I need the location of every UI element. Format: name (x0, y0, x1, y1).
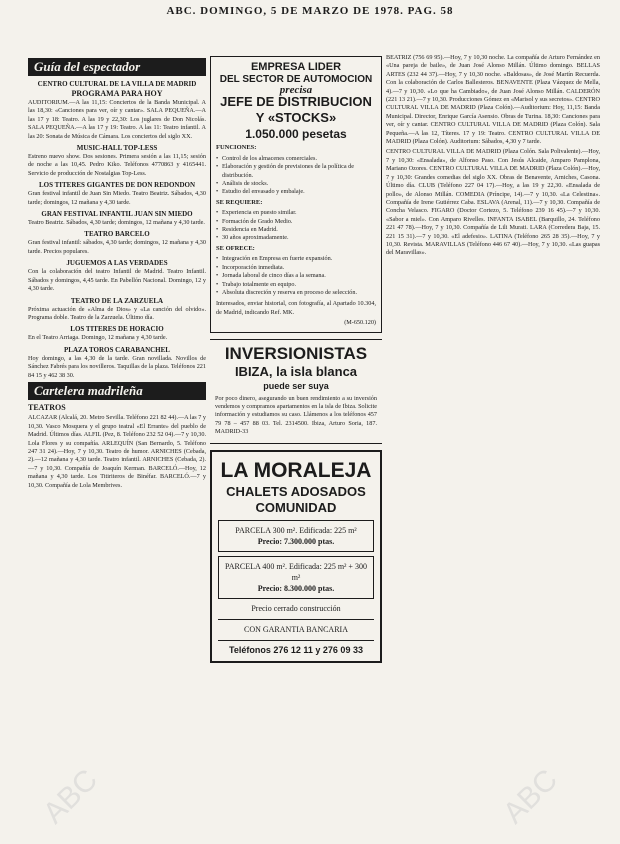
guide-item-title: LOS TITERES DE HORACIO (70, 325, 164, 334)
guide-title: Guía del espectador (28, 58, 206, 76)
job-ad-headline-1: EMPRESA LIDER (250, 61, 342, 73)
job-ad-headline-2: DEL SECTOR DE AUTOMOCION (219, 74, 373, 85)
watermark-right: ABC (497, 763, 564, 831)
ibiza-ad-line-3: puede ser suya (263, 380, 329, 391)
guide-item-body: Gran festival infantil: sábados, 4,30 tarde; domingos, 12 mañana y 4,30 tarde. Precios populares. (28, 239, 206, 255)
job-ad-offers (216, 255, 376, 297)
guide-item-title: PLAZA TOROS CARABANCHEL (64, 345, 170, 354)
guide-item-body: Estreno nuevo show. Dos sesiones. Primera sesión a las 11,15; sesión de noche a las 10,45. Pedro Kiko. Teléfonos 4770863 y 4165441. Servicio de producción de Nostalgias Top-Less. (28, 153, 206, 177)
right-listing-2: CENTRO CULTURAL VILLA DE MADRID (Plaza Colón. Sala Polivalente).—Hoy, 7 y 10,30: «Ensalada», de Alfonso Paso. Con Jesús Alcaide, Amparo Pamplona, Mariano Ozores. CENTRO CULTURAL VILLA DE MADRID (Plaza Colón).—Hoy, 7 y 10,30: Grandes comedias del siglo XX. Obras de Benavente, Arniches, Casona. Último día. CLUB (Teléfono 227 04 17).—Hoy, a las 19 y 22,30. «Ensalada de pollo», de Alonso Millán. COMEDIA (Príncipe, 14).—7 y 10,30. «La Celestina». Compañía de Irene Gutiérrez Caba. ESLAVA (Arenal, 11).—7 y 10,30. Compañía de Concha Velasco. FIGARO (Doctor Cortezo, 5. Teléfono 239 16 45).—7 y 10,30. «Sabor a miel». Con Amparo Rivelles. INFANTA ISABEL (Barquillo, 24. Teléfono 221 47 78).—Hoy, 7 y 10,30. Compañía de Lili Murati. LARA (Corredera Baja, 15. 221 15 31).—7 y 10,30. «El adefesio». LATINA (Teléfono 265 28 35).—Hoy, 7 y 10,30. Revista. MARAVILLAS (Teléfono 446 67 40).—Hoy, 7 y 10,30. «Las guapas del Maravillas». (386, 148, 600, 257)
guide-item-body: En el Teatro Arriaga. Domingo, 12 mañana y 4,30 tarde. (28, 334, 168, 342)
parcel-1-box (218, 520, 374, 552)
guide-item-body: Gran festival infantil de Juan Sin Miedo. Teatro Beatriz. Sábados, 4,30 tarde; domingos, 12 mañana y 4,30 tarde. (28, 190, 206, 206)
moraleja-divider-2 (218, 640, 374, 641)
job-ad-function-item: • Análisis de stocks. (216, 180, 376, 188)
guide-item-body: AUDITORIUM.—A las 11,15: Conciertos de la Banda Municipal. A las 18,30: «Canciones para ver, oír y cantar». SALA PEQUEÑA.—A las 17 y 18: Teatro. A las 19 y 22,30: Los juglares de Don Nicolás. SALA PEQUEÑA.—A las 17 y 19: Teatro. A las 11: Teatro infantil. A las 20: Sonata de Música de Cámara. Los conciertos del siglo XX. (28, 99, 206, 140)
moraleja-ad (210, 450, 382, 663)
guide-item-title: MUSIC-HALL TOP-LESS (76, 144, 158, 153)
job-ad-offer-item: • Incorporación inmediata. (216, 264, 376, 272)
moraleja-headline-1: LA MORALEJA (220, 458, 372, 482)
job-ad-salary: 1.050.000 pesetas (245, 127, 347, 142)
job-ad-offer-item: • Integración en Empresa en fuerte expansión. (216, 255, 376, 263)
guide-item-title: JUGUEMOS A LAS VERDADES (66, 259, 168, 268)
guide-item-body: Próxima actuación de «Alma de Dios» y «La canción del olvido». Programa doble. Teatro de la Zarzuela. Último día. (28, 305, 206, 321)
right-listing-1: BEATRIZ (756 69 95).—Hoy, 7 y 10,30 noche. La compañía de Arturo Fernández en «Una pareja de baile», de Juan José Alonso Millán. Último domingo. BELLAS ARTES (232 44 37).—Hoy, 7 y 10,30 noche. «Baldosas», de José Martín Recuerda. Con la colaboración de Carlos Ballesteros. BENAVENTE (Plaza Vázquez de Mella, 4).—7 y 10,30. «Lo que ha Cambiado», de Juan José Alonso Millán. CALDERÓN (221 13 21).—7 y 10,30. Producciones Gómez en «Marisol y sus secretos». CENTRO CULTURAL VILLA DE MADRID (Plaza Colón).—Auditorium: Hoy, 11,15: Banda Municipal. Director, Enrique García Asensio. Obras de Turina. 18,30: Canciones para ver, oír y cantar. CENTRO CULTURAL VILLA DE MADRID (Plaza Colón). Sala Pequeña.—A las 12, Títeres. 17 y 19: Teatro. CENTRO CULTURAL VILLA DE MADRID (Plaza Colón). Auditorium: Sábados, 4,30 y 7 tarde. (386, 54, 600, 146)
job-ad-requirement-item: • 30 años aproximadamente. (216, 234, 376, 242)
job-ad-requirements-label: SE REQUIERE: (216, 198, 263, 206)
ibiza-ad-line-2: IBIZA, la isla blanca (234, 363, 358, 379)
job-ad-requirement-item: • Experiencia en puesto similar. (216, 209, 376, 217)
teatros-listing: ALCAZAR (Alcalá, 20. Metro Sevilla. Teléfono 221 82 44).—A las 7 y 10,30. Vasco Mosquera y el grupo teatral «El Errante» del pueblo de Madrid. Últimos días. ALFIL (Pez, 8. Teléfono 232 52 04).—7 y 10,30. Lola Flores y su compañía. ARLEQUÍN (San Bernardo, 5. Teléfono 247 31 24).—Hoy, 7 y 10,30. Teatro de humor. ARNICHES (Cebada, 2).—12 mañana y 4,30 tarde. Teatro infantil. ARNICHES (Cebada, 2).—7 y 10,30. Compañía de Joaquín Kerman. BARCELÓ.—Hoy, 12 mañana y 4,30 tarde. Los Titiriteros de Binéfar. BARCELÓ.—7 y 10,30. Compañía de Lola Membrives. (28, 414, 206, 489)
job-ad-position-1: JEFE DE DISTRIBUCION (220, 94, 372, 110)
middle-column (210, 56, 382, 844)
guide-items (28, 80, 206, 380)
guide-item-title: TEATRO DE LA ZARZUELA (70, 296, 164, 305)
left-column (28, 56, 206, 844)
job-ad-function-item: • Control de los almacenes comerciales. (216, 155, 376, 163)
right-column (386, 54, 600, 844)
job-ad-requirement-item: • Residencia en Madrid. (216, 226, 376, 234)
parcel-1-label: PARCELA 300 m². Edificada: 225 m² (235, 525, 357, 535)
parcel-2-price: Precio: 8.300.000 ptas. (257, 583, 335, 593)
job-ad-function-item: • Estudio del envasado y embalaje. (216, 188, 376, 196)
ibiza-ad-headline: INVERSIONISTAS (224, 343, 368, 363)
watermark-left: ABC (37, 763, 104, 831)
job-ad-offer-item: • Absoluta discreción y reserva en proceso de selección. (216, 289, 376, 297)
job-ad-position-2: Y «STOCKS» (255, 110, 337, 126)
ibiza-ad (210, 339, 382, 444)
guide-item-body: Hoy domingo, a las 4,30 de la tarde. Gran novillada. Novillos de Sánchez Fabrés para los novilleros. Taquillas de la plaza. Teléfonos 221 84 15 y 462 38 30. (28, 354, 206, 379)
parcel-2-box (218, 556, 374, 599)
job-ad-functions-label: FUNCIONES: (216, 144, 257, 152)
teatros-label: TEATROS (28, 402, 66, 412)
guide-item-body: Con la colaboración del teatro Infantil de Madrid. Teatro Infantil. Sábados y domingos, 4,45 tarde. En Pabellón Nacional. Domingo, 12 y 4,30 tarde. (28, 268, 206, 293)
moraleja-phones: Teléfonos 276 12 11 y 276 09 33 (229, 645, 363, 656)
moraleja-headline-2: CHALETS ADOSADOS (226, 483, 366, 499)
moraleja-note: Precio cerrado construcción (251, 603, 341, 613)
guide-item-title: GRAN FESTIVAL INFANTIL JUAN SIN MIEDO (41, 210, 193, 219)
job-ad-requirements (216, 209, 376, 243)
guide-item-title: CENTRO CULTURAL DE LA VILLA DE MADRID (37, 80, 197, 88)
job-ad-requirement-item: • Formación de Grado Medio. (216, 218, 376, 226)
job-ad-functions (216, 155, 376, 197)
guide-item-title: LOS TITERES GIGANTES DE DON REDONDON (38, 181, 196, 190)
job-ad-precisa: precisa (279, 84, 313, 96)
parcel-2-label: PARCELA 400 m². Edificada: 225 m² + 300 m² (225, 561, 367, 582)
ibiza-ad-body: Por poco dinero, asegurando un buen rendimiento a su inversión vendemos y compramos apartamentos en la isla de Ibiza. Solicite información y estudiamos su caso. Llámenos a los teléfonos 457 79 78 – 457 88 03. Tel. 2314500. Ibiza, Arturo Soria, 187. MADRID-33 (215, 394, 377, 436)
moraleja-divider (218, 619, 374, 620)
page-header: ABC. DOMINGO, 5 DE MARZO DE 1978. PAG. 58 (166, 5, 454, 17)
parcel-1-price: Precio: 7.300.000 ptas. (257, 536, 335, 546)
job-ad-contact: Interesados, enviar historial, con fotografía, al Apartado 10.304, de Madrid, indicando Ref. MK. (216, 300, 376, 316)
job-ad-offer-item: • Jornada laboral de cinco días a la semana. (216, 272, 376, 280)
guide-item-title: TEATRO BARCELO (84, 230, 150, 239)
job-ad (210, 56, 382, 333)
moraleja-guarantee: CON GARANTIA BANCARIA (243, 624, 348, 634)
job-ad-offers-label: SE OFRECE: (216, 244, 255, 252)
guide-item-body: Teatro Beatriz. Sábados, 4,30 tarde; domingos, 12 mañana y 4,30 tarde. (28, 219, 205, 227)
moraleja-headline-3: COMUNIDAD (255, 499, 337, 515)
job-ad-offer-item: • Trabajo totalmente en equipo. (216, 281, 376, 289)
guide-item-subtitle: PROGRAMA PARA HOY (71, 89, 163, 98)
cartelera-title: Cartelera madrileña (28, 382, 206, 400)
job-ad-ref: (M-650.120) (344, 319, 376, 327)
job-ad-function-item: • Elaboración y gestión de previsiones de la política de distribución. (216, 163, 376, 180)
